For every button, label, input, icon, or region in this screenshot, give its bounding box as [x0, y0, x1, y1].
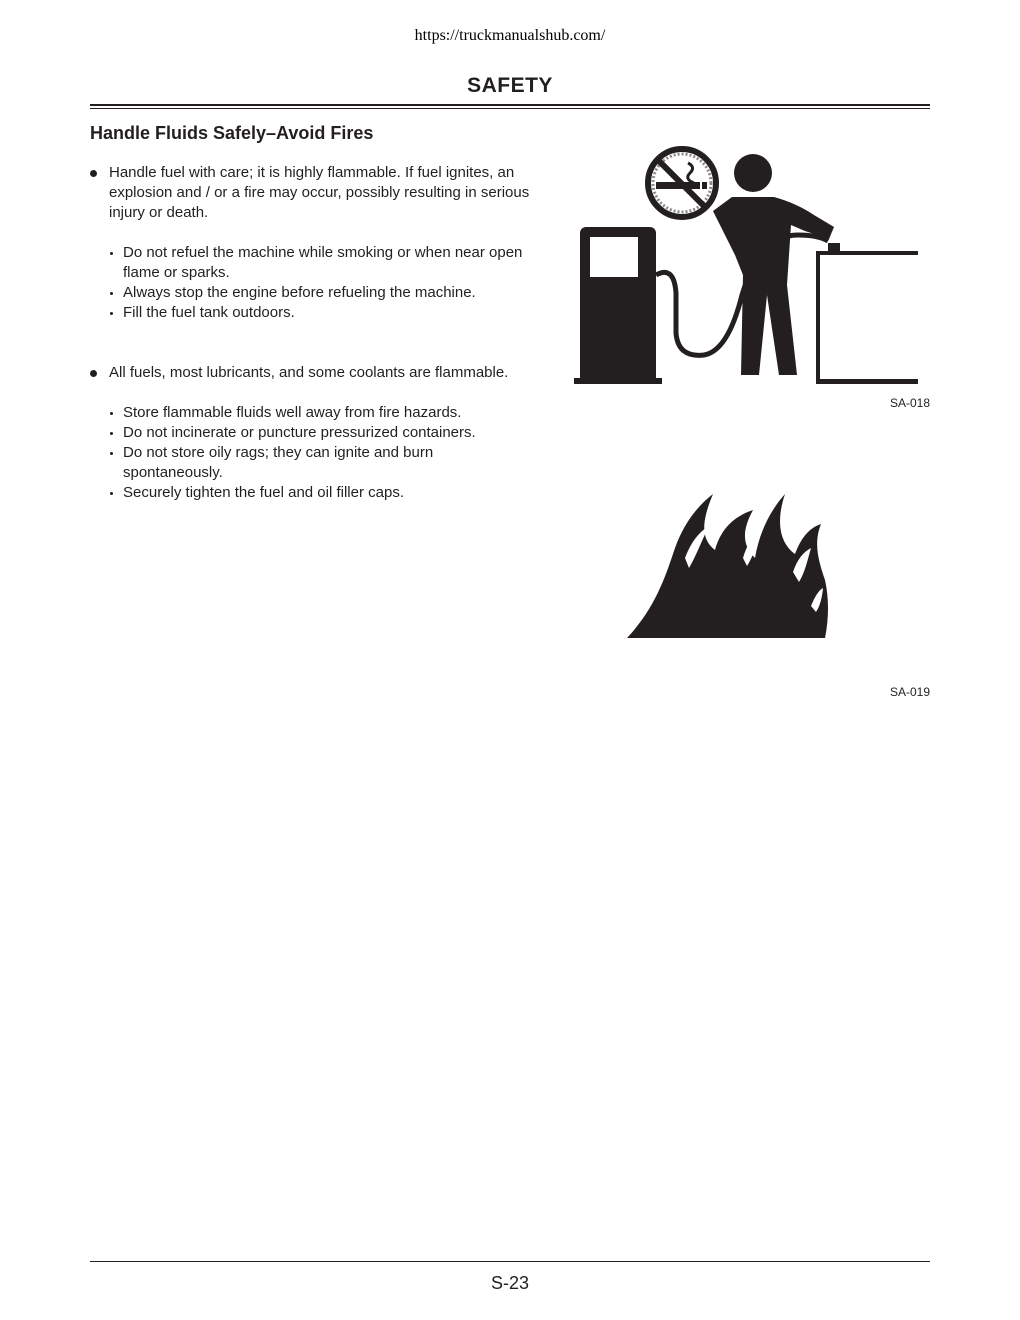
sub-list-item-text: Store flammable fluids well away from fire hazards. [123, 404, 462, 421]
list-item [90, 363, 530, 383]
list-item-text: All fuels, most lubricants, and some coolants are flammable. [109, 364, 509, 381]
sub-bullet-icon [110, 412, 113, 415]
sub-bullet-icon [110, 292, 113, 295]
sub-list-item-text: Do not incinerate or puncture pressurized containers. [123, 424, 476, 441]
bullet-icon [90, 170, 97, 177]
figure-caption: SA-019 [889, 685, 930, 699]
sub-list-item [108, 303, 528, 323]
sub-bullet-icon [110, 432, 113, 435]
sub-bullet-icon [110, 452, 113, 455]
sub-list-item [108, 443, 528, 483]
sub-list-item-text: Do not refuel the machine while smoking or when near open flame or sparks. [123, 244, 523, 281]
sub-list-item-text: Do not store oily rags; they can ignite and burn spontaneously. [123, 444, 434, 481]
fire-flame-icon [625, 488, 830, 640]
list-item [90, 163, 530, 223]
figure-caption: SA-018 [889, 396, 930, 410]
sub-list-item [108, 403, 528, 423]
sub-list-item [108, 423, 528, 443]
footer-divider [90, 1261, 930, 1262]
sub-list-item [108, 483, 528, 503]
list-item-text: Handle fuel with care; it is highly flammable. If fuel ignites, an explosion and / or a fire may occur, possibly resulting in serious injury or death. [109, 164, 530, 221]
bullet-icon [90, 370, 97, 377]
page-heading: Handle Fluids Safely–Avoid Fires [90, 123, 374, 143]
sub-list-item-text: Securely tighten the fuel and oil filler caps. [123, 484, 404, 501]
page-number: S-23 [490, 1273, 530, 1293]
header-divider [90, 104, 930, 109]
sub-list-item-text: Fill the fuel tank outdoors. [123, 304, 295, 321]
sub-list-item-text: Always stop the engine before refueling the machine. [123, 284, 476, 301]
refueling-no-smoking-icon [570, 145, 930, 390]
sub-bullet-icon [110, 312, 113, 315]
sub-bullet-icon [110, 252, 113, 255]
sub-bullet-icon [110, 492, 113, 495]
sub-list-item [108, 243, 528, 283]
sub-list-item [108, 283, 528, 303]
section-title: SAFETY [467, 74, 553, 97]
source-url: https://truckmanualshub.com/ [414, 27, 606, 44]
